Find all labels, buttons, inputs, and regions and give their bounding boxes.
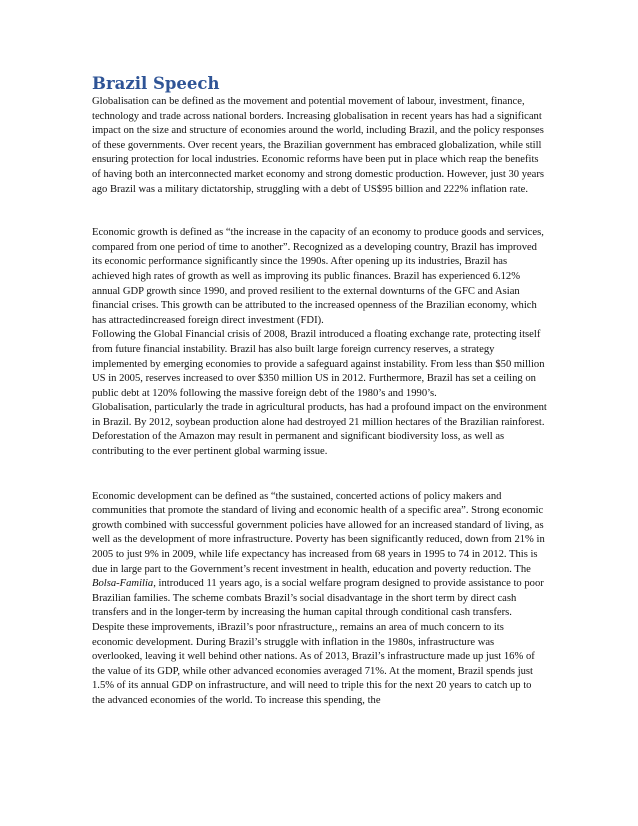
development-text-end: , introduced 11 years ago, is a social welfare program designed to provide assistance to poor Brazilian families. The scheme combats Brazil’s social disadvantage in the short term by direct cash transfers and in the longer-term by increasing the human capital through conditional cash transfers. [92,578,544,619]
growth-paragraph-2: Following the Global Financial crisis of 2008, Brazil introduced a floating exchange rate, protecting itself from future financial instability. Brazil has also built large foreign currency reserves, a strategy implemented by emerging economies to provide a safeguard against instability. From less than $50 million US in 2005, reserves increased to over $350 million US in 2012. Furthermore, Brazil has set a ceiling on public debt at 120% following the massive foreign debt of the 1980’s and 1990’s. [92,329,545,399]
page-title: Brazil Speech [92,74,220,93]
development-paragraph-1 [92,490,547,621]
program-name: Bolsa-Familia [92,578,154,590]
development-paragraph-2: Despite these improvements, iBrazil’s poor nfrastructure,, remains an area of much concern to its economic development. During Brazil’s struggle with inflation in the 1980s, infrastructure was overlooked, leaving it well behind other nations. As of 2013, Brazil’s infrastructure made up just 16% of the value of its GDP, while other advanced economies averaged 71%. At the moment, Brazil spends just 1.5% of its annual GDP on infrastructure, and will need to triple this for the next 20 years to catch up to the advanced economies of the world. To increase this spending, the [92,622,535,706]
document-body [92,73,547,709]
growth-paragraph-3: Globalisation, particularly the trade in agricultural products, has had a profound impact on the environment in Brazil. By 2012, soybean production alone had destroyed 21 million hectares of the Brazilian rainforest. Deforestation of the Amazon may result in permanent and significant biodiversity loss, as well as contributing to the ever pertinent global warming issue. [92,402,547,458]
section-spacer [92,460,547,490]
intro-paragraph: Globalisation can be defined as the movement and potential movement of labour, investment, finance, technology and trade across national borders. Increasing globalisation in recent years has had a significant impact on the size and structure of economies around the world, including Brazil, and the policy responses of these governments. Over recent years, the Brazilian government has embraced globalization, while still ensuring protection for local industries. Economic reforms have been put in place which reap the benefits of having both an interconnected market economy and strong domestic production. However, just 30 years ago Brazil was a military dictatorship, struggling with a debt of US$95 billion and 222% inflation rate. [92,96,545,195]
section-spacer [92,197,547,226]
development-text-start: Economic development can be defined as “the sustained, concerted actions of policy makers and communities that promote the standard of living and economic health of a specific area”. Strong economic growth combined with successful government policies have allowed for an increased standard of living, as well as the development of more infrastructure. Poverty has been significantly reduced, down from 21% in 2005 to just 9% in 2009, while life expectancy has increased from 68 years in 1995 to 74 in 2012. This is due in large part to the Government’s recent investment in health, education and poverty reduction. The [92,490,545,575]
growth-paragraph-1: Economic growth is defined as “the increase in the capacity of an economy to produce goods and services, compared from one period of time to another”. Recognized as a developing country, Brazil has improved its economic performance significantly since the 1990s. After opening up its industries, Brazil has achieved high rates of growth as well as improving its public finances. Brazil has experienced 6.12% annual GDP growth since 1990, and proved resilient to the external downturns of the GFC and Asian financial crises. This growth can be attributed to the increased openness of the Brazilian economy, which has attractedincreased foreign direct investment (FDI). [92,227,544,326]
